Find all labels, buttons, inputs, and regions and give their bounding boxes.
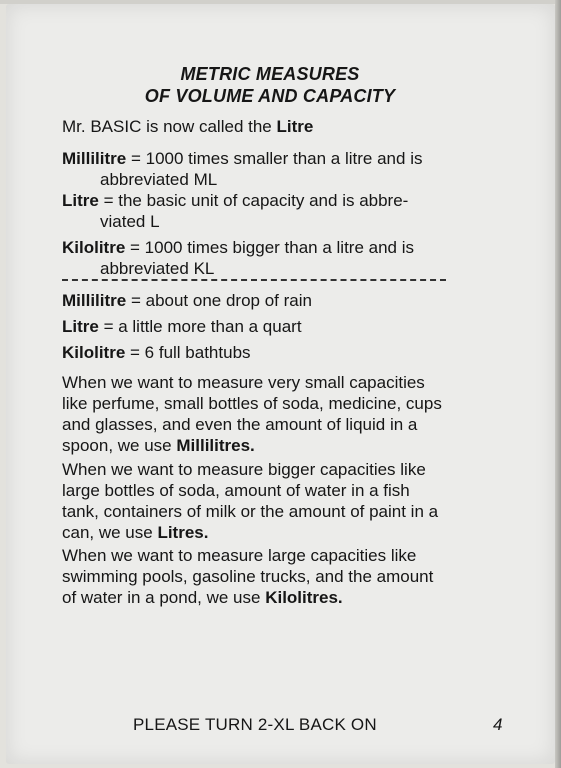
definition-term: Litre [62,191,99,210]
intro-line [62,116,313,137]
definition-text: 1000 times bigger than a litre and is [144,238,414,257]
comparison-text: 6 full bathtubs [144,343,251,362]
paragraph-bigger-line-1: When we want to measure bigger capacities like [62,460,426,479]
footer-instruction: PLEASE TURN 2-XL BACK ON [133,715,377,734]
equals-sign: = [125,343,145,362]
comparison-term: Kilolitre [62,343,126,362]
comparison-term: Litre [62,317,99,336]
intro-text: Mr. BASIC is now called the [62,117,277,136]
definition-term: Kilolitre [62,238,126,257]
paragraph-small-line-3: and glasses, and even the amount of liquid in a [62,415,418,434]
definition-millilitre-cont: abbreviated ML [100,170,218,189]
definition-text: 1000 times smaller than a litre and is [145,149,423,168]
paragraph-text: can, we use [62,523,158,542]
paragraph-bold-term: Kilolitres. [265,588,343,607]
paragraph-bold-term: Litres. [157,523,209,542]
comparison-kilolitre [62,342,251,363]
paragraph-text: spoon, we use [62,436,177,455]
paragraph-bigger-line-4 [62,522,208,543]
equals-sign: = [126,149,146,168]
paragraph-large-line-1: When we want to measure large capacities like [62,546,417,565]
paragraph-large-line-3 [62,587,343,608]
equals-sign: = [125,238,145,257]
paragraph-bigger-line-3: tank, containers of milk or the amount of paint in a [62,502,439,521]
dashed-divider [62,279,446,281]
comparison-litre [62,316,302,337]
intro-bold-term: Litre [276,117,314,136]
equals-sign: = [98,191,119,210]
paragraph-large-line-2: swimming pools, gasoline trucks, and the amount [62,567,434,586]
page-edge-right [555,0,561,768]
comparison-millilitre [62,290,312,311]
page-title-line-2: OF VOLUME AND CAPACITY [144,86,396,106]
definition-text: the basic unit of capacity and is abbre- [118,191,409,210]
comparison-text: a little more than a quart [118,317,302,336]
paragraph-bigger-line-2: large bottles of soda, amount of water in a fish [62,481,410,500]
page-number: 4 [493,715,503,734]
page-title-line-1: METRIC MEASURES [180,64,360,84]
paragraph-bold-term: Millilitres. [176,436,255,455]
definition-millilitre [62,148,422,169]
definition-term: Millilitre [62,149,127,168]
equals-sign: = [126,291,146,310]
comparison-text: about one drop of rain [145,291,312,310]
paragraph-small-line-1: When we want to measure very small capacities [62,373,425,392]
paragraph-small-line-2: like perfume, small bottles of soda, medicine, cups [62,394,442,413]
paragraph-text: of water in a pond, we use [62,588,266,607]
definition-kilolitre-cont: abbreviated KL [100,259,215,278]
comparison-term: Millilitre [62,291,127,310]
equals-sign: = [98,317,119,336]
definition-litre [62,190,408,211]
definition-litre-cont: viated L [100,212,160,231]
definition-kilolitre [62,237,414,258]
paragraph-small-line-4 [62,435,255,456]
